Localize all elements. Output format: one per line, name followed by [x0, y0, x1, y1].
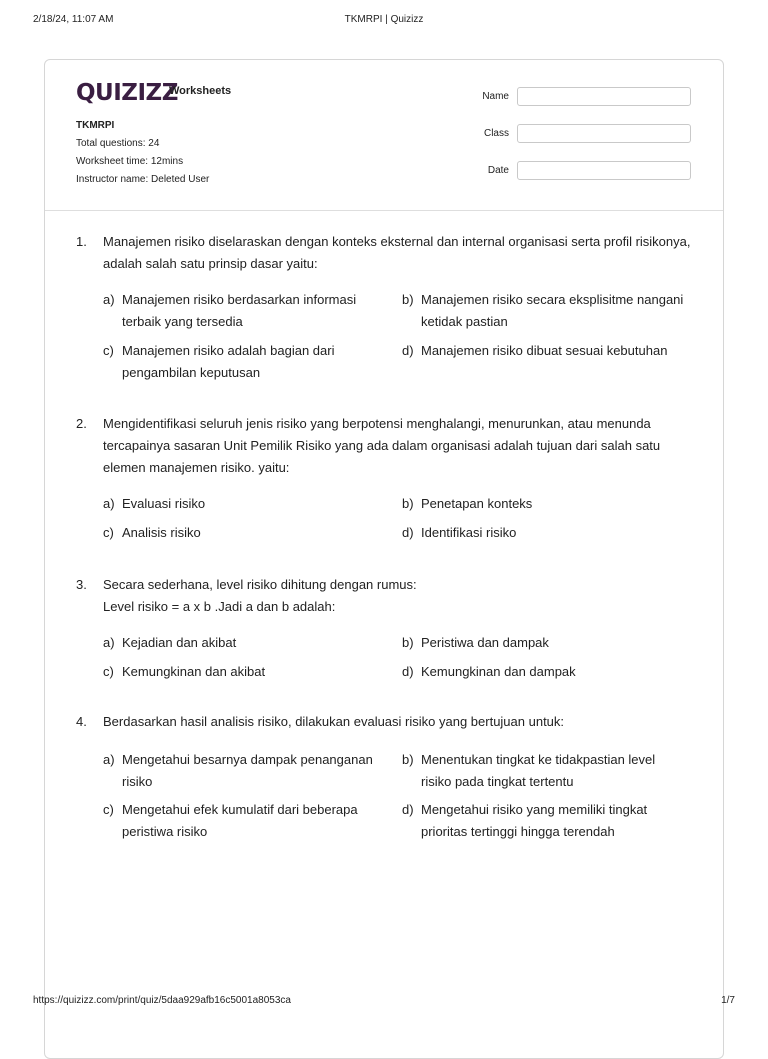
- option-letter: c): [103, 525, 114, 540]
- print-title: TKMRPI | Quizizz: [344, 14, 424, 25]
- option-text: Evaluasi risiko: [122, 496, 206, 511]
- option-letter: b): [402, 635, 414, 650]
- option-text: Manajemen risiko secara eksplisitme nangani ketidak pastian: [421, 292, 684, 329]
- worksheet-time: Worksheet time: 12mins: [76, 156, 184, 167]
- quizizz-logo: QUIZIZZ: [76, 80, 178, 106]
- date-field[interactable]: [517, 161, 691, 180]
- option-text: Mengetahui efek kumulatif dari beberapa peristiwa risiko: [122, 802, 358, 839]
- question-text: Manajemen risiko diselaraskan dengan konteks eksternal dan internal organisasi serta profil risikonya, adalah salah satu prinsip dasar yaitu:: [103, 234, 691, 271]
- question-text: Berdasarkan hasil analisis risiko, dilakukan evaluasi risiko yang bertujuan untuk:: [103, 714, 565, 729]
- question-number: 4.: [76, 714, 87, 729]
- option-text: Manajemen risiko dibuat sesuai kebutuhan: [421, 343, 668, 358]
- option-text: Kemungkinan dan akibat: [122, 664, 266, 679]
- date-label: Date: [487, 165, 509, 176]
- option-letter: b): [402, 496, 414, 511]
- option-letter: a): [103, 635, 115, 650]
- print-header: [0, 14, 768, 30]
- total-questions: Total questions: 24: [76, 138, 160, 149]
- logo-subtitle: Worksheets: [169, 85, 232, 97]
- question-text-line-2: Level risiko = a x b .Jadi a dan b adalah:: [103, 599, 336, 614]
- name-field[interactable]: [517, 87, 691, 106]
- print-url[interactable]: https://quizizz.com/print/quiz/5daa929afb16c5001a8053ca: [33, 995, 291, 1006]
- option-letter: a): [103, 752, 115, 767]
- instructor-name: Instructor name: Deleted User: [76, 174, 210, 185]
- print-datetime: 2/18/24, 11:07 AM: [33, 14, 114, 25]
- option-letter: d): [402, 343, 414, 358]
- option-letter: b): [402, 752, 414, 767]
- worksheet-card: [44, 59, 724, 1059]
- option-letter: d): [402, 525, 414, 540]
- option-text: Kemungkinan dan dampak: [421, 664, 576, 679]
- name-label: Name: [482, 91, 509, 102]
- option-letter: d): [402, 664, 414, 679]
- option-letter: c): [103, 343, 114, 358]
- question-text-line-1: Secara sederhana, level risiko dihitung dengan rumus:: [103, 577, 417, 592]
- option-text: Manajemen risiko berdasarkan informasi terbaik yang tersedia: [122, 292, 357, 329]
- print-footer: [0, 995, 768, 1011]
- question-number: 2.: [76, 416, 87, 431]
- page-number: 1/7: [721, 995, 735, 1006]
- option-letter: a): [103, 292, 115, 307]
- option-text: Menentukan tingkat ke tidakpastian level risiko pada tingkat tertentu: [421, 752, 656, 789]
- option-letter: a): [103, 496, 115, 511]
- option-text: Mengetahui besarnya dampak penanganan risiko: [122, 752, 373, 789]
- option-text: Penetapan konteks: [421, 496, 533, 511]
- option-letter: c): [103, 664, 114, 679]
- class-field[interactable]: [517, 124, 691, 143]
- option-text: Kejadian dan akibat: [122, 635, 237, 650]
- question-number: 3.: [76, 577, 87, 592]
- option-text: Analisis risiko: [122, 525, 201, 540]
- option-text: Identifikasi risiko: [421, 525, 517, 540]
- option-text: Peristiwa dan dampak: [421, 635, 549, 650]
- worksheet-header: [45, 60, 723, 211]
- question-number: 1.: [76, 234, 87, 249]
- option-letter: b): [402, 292, 414, 307]
- option-text: Manajemen risiko adalah bagian dari pengambilan keputusan: [122, 343, 335, 380]
- question-text: Mengidentifikasi seluruh jenis risiko yang berpotensi menghalangi, menurunkan, atau menunda tercapainya sasaran Unit Pemilik Risiko yang ada dalam organisasi adalah tujuan dari salah satu elemen manajemen risiko. yaitu:: [103, 416, 661, 475]
- option-text: Mengetahui risiko yang memiliki tingkat prioritas tertinggi hingga terendah: [421, 802, 648, 839]
- option-letter: c): [103, 802, 114, 817]
- option-letter: d): [402, 802, 414, 817]
- worksheet-title: TKMRPI: [76, 120, 115, 131]
- question-text: [103, 574, 693, 618]
- class-label: Class: [483, 128, 509, 139]
